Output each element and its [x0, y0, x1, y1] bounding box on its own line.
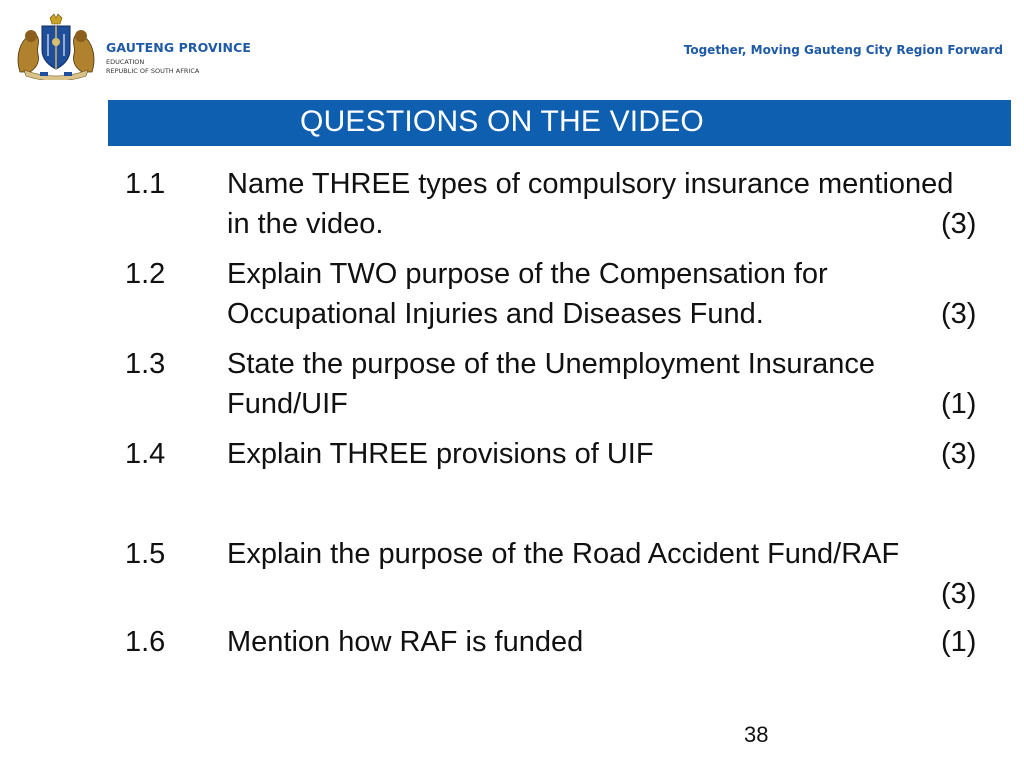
gauteng-coat-of-arms-icon: [10, 12, 102, 80]
question-text: Explain THREE provisions of UIF: [227, 438, 654, 470]
question-text: Name THREE types of compulsory insurance mentioned: [227, 168, 954, 200]
question-text: Occupational Injuries and Diseases Fund.: [227, 298, 764, 330]
question-number: 1.1: [125, 168, 166, 200]
question-text: State the purpose of the Unemployment Insurance: [227, 348, 876, 380]
question-text: Explain TWO purpose of the Compensation for: [227, 258, 828, 290]
question-number: 1.4: [125, 438, 166, 470]
question-text: Fund/UIF: [227, 388, 348, 420]
title-bar: [108, 100, 1011, 146]
question-number: 1.3: [125, 348, 166, 380]
question-text: Explain the purpose of the Road Accident Fund/RAF: [227, 538, 900, 570]
question-marks: (3): [941, 298, 977, 330]
question-number: 1.2: [125, 258, 166, 290]
question-marks: (1): [941, 388, 977, 420]
question-marks: (1): [941, 626, 977, 658]
tagline: Together, Moving Gauteng City Region Forward: [683, 43, 1003, 57]
question-number: 1.5: [125, 538, 166, 570]
brand-name: GAUTENG PROVINCE: [106, 40, 252, 55]
country-label: REPUBLIC OF SOUTH AFRICA: [106, 67, 200, 75]
page-number: 38: [744, 722, 769, 747]
question-text: in the video.: [227, 208, 384, 240]
slide-title: QUESTIONS ON THE VIDEO: [300, 105, 704, 138]
question-text: Mention how RAF is funded: [227, 626, 584, 658]
question-marks: (3): [941, 578, 977, 610]
brand-block: [106, 40, 251, 75]
department-label: EDUCATION: [106, 58, 145, 66]
question-marks: (3): [941, 438, 977, 470]
question-marks: (3): [941, 208, 977, 240]
question-number: 1.6: [125, 626, 166, 658]
